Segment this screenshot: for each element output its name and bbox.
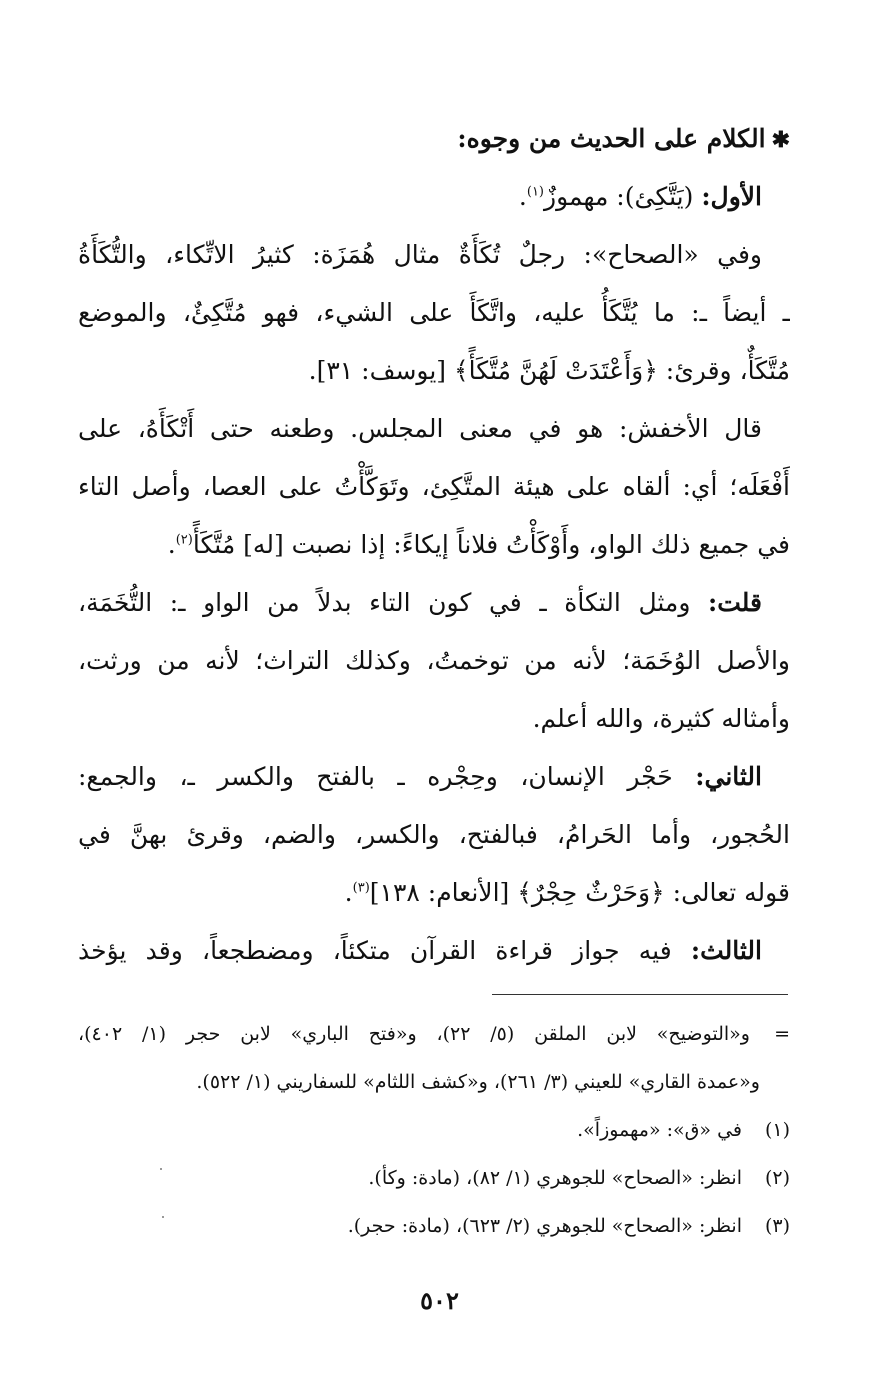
footnote-continuation-line [78, 1058, 790, 1106]
line-tail: . [167, 530, 176, 559]
footnote-text: في «ق»: «مهموزاً». [577, 1119, 742, 1141]
text-line [78, 458, 790, 516]
text-line [78, 168, 790, 226]
text-line [78, 632, 790, 690]
section-heading-text: الكلام على الحديث من وجوه: [457, 124, 766, 153]
line-text: قال الأخفش: هو في معنى المجلس. وطعنه حتى أَتْكَأَهُ، على [78, 414, 762, 443]
text-line [78, 748, 790, 806]
text-line [78, 864, 790, 922]
footnote [78, 1202, 790, 1250]
text-line [78, 226, 790, 284]
footnote [78, 1106, 790, 1154]
footnote-ref: (١) [526, 184, 544, 200]
line-text: ـ أيضاً ـ: ما يُتَّكَأُ عليه، واتَّكَأَ على الشيء، فهو مُتَّكِئٌ، والموضع [78, 298, 790, 327]
footnote-number: (١) [764, 1119, 790, 1141]
line-text: في جميع ذلك الواو، وأَوْكَأْتُ فلاناً إيكاءً: إذا نصبت [له] مُتَّكَأً [192, 530, 790, 559]
footnotes [78, 1010, 790, 1250]
footnote-number: (٣) [764, 1215, 790, 1237]
lead-word: قلت: [707, 588, 762, 617]
continuation-mark: = [774, 1023, 790, 1045]
lead-word: الثالث: [690, 936, 762, 965]
line-tail: . [344, 878, 353, 907]
text-line [78, 690, 790, 748]
line-tail: . [518, 182, 527, 211]
text-line [78, 342, 790, 400]
section-heading [78, 110, 790, 168]
footnote-text: انظر: «الصحاح» للجوهري (٢/ ٦٢٣)، (مادة: حجر). [347, 1215, 742, 1237]
footnote-continuation-text: و«عمدة القاري» للعيني (٣/ ٢٦١)، و«كشف اللثام» للسفاريني (١/ ٥٢٢). [196, 1071, 760, 1093]
footnote-continuation-line [78, 1010, 790, 1058]
line-text: (يَتَّكِئ): مهموزٌ [544, 182, 702, 211]
footnote-ref: (٢) [175, 532, 193, 548]
footnote [78, 1154, 790, 1202]
text-line [78, 806, 790, 864]
line-text: أَفْعَلَه؛ أي: ألقاه على هيئة المتَّكِئ، وتَوَكَّأْتُ على العصا، وأصل التاء [78, 472, 790, 501]
text-line [78, 516, 790, 574]
main-text [78, 110, 790, 980]
lead-word: الثاني: [695, 762, 762, 791]
text-line [78, 284, 790, 342]
footnote-number: (٢) [764, 1167, 790, 1189]
footnote-divider [492, 994, 788, 995]
lead-word: الأول: [701, 182, 762, 211]
line-text: ومثل التكأة ـ في كون التاء بدلاً من الواو ـ: التُّخَمَة، [78, 588, 708, 617]
asterisk-marker-icon: ✱ [771, 127, 790, 153]
text-line [78, 922, 790, 980]
scan-speck [162, 1216, 164, 1218]
line-text: وأمثاله كثيرة، والله أعلم. [532, 704, 790, 733]
footnote-continuation-text: و«التوضيح» لابن الملقن (٥/ ٢٢)، و«فتح الباري» لابن حجر (١/ ٤٠٢)، [78, 1023, 750, 1045]
line-text: وفي «الصحاح»: رجلٌ تُكَأَةٌ مثال هُمَزَة: كثيرُ الاتِّكاء، والتُّكَأَةُ [78, 240, 762, 269]
line-text: حَجْر الإنسان، وحِجْره ـ بالفتح والكسر ـ، والجمع: [78, 762, 696, 791]
text-line [78, 400, 790, 458]
line-text: مُتَّكَأٌ، وقرئ: ﴿وَأَعْتَدَتْ لَهُنَّ مُتَّكَأً﴾ [يوسف: ٣١]. [308, 356, 790, 385]
paragraph-lines [78, 168, 790, 980]
line-text: قوله تعالى: ﴿وَحَرْثٌ حِجْرٌ﴾ [الأنعام: ١٣٨] [369, 878, 790, 907]
footnote-ref: (٣) [352, 880, 370, 896]
scan-speck [160, 1168, 162, 1170]
footnote-list [78, 1106, 790, 1250]
page-number: ٥٠٢ [420, 1286, 459, 1315]
line-text: فيه جواز قراءة القرآن متكئاً، ومضطجعاً، وقد يؤخذ [78, 936, 691, 965]
line-text: الحُجور، وأما الحَرامُ، فبالفتح، والكسر، والضم، وقرئ بهنَّ في [78, 820, 790, 849]
footnote-text: انظر: «الصحاح» للجوهري (١/ ٨٢)، (مادة: وكأ). [368, 1167, 742, 1189]
text-line [78, 574, 790, 632]
line-text: والأصل الوُخَمَة؛ لأنه من توخمتُ، وكذلك التراث؛ لأنه من ورثت، [78, 646, 790, 675]
